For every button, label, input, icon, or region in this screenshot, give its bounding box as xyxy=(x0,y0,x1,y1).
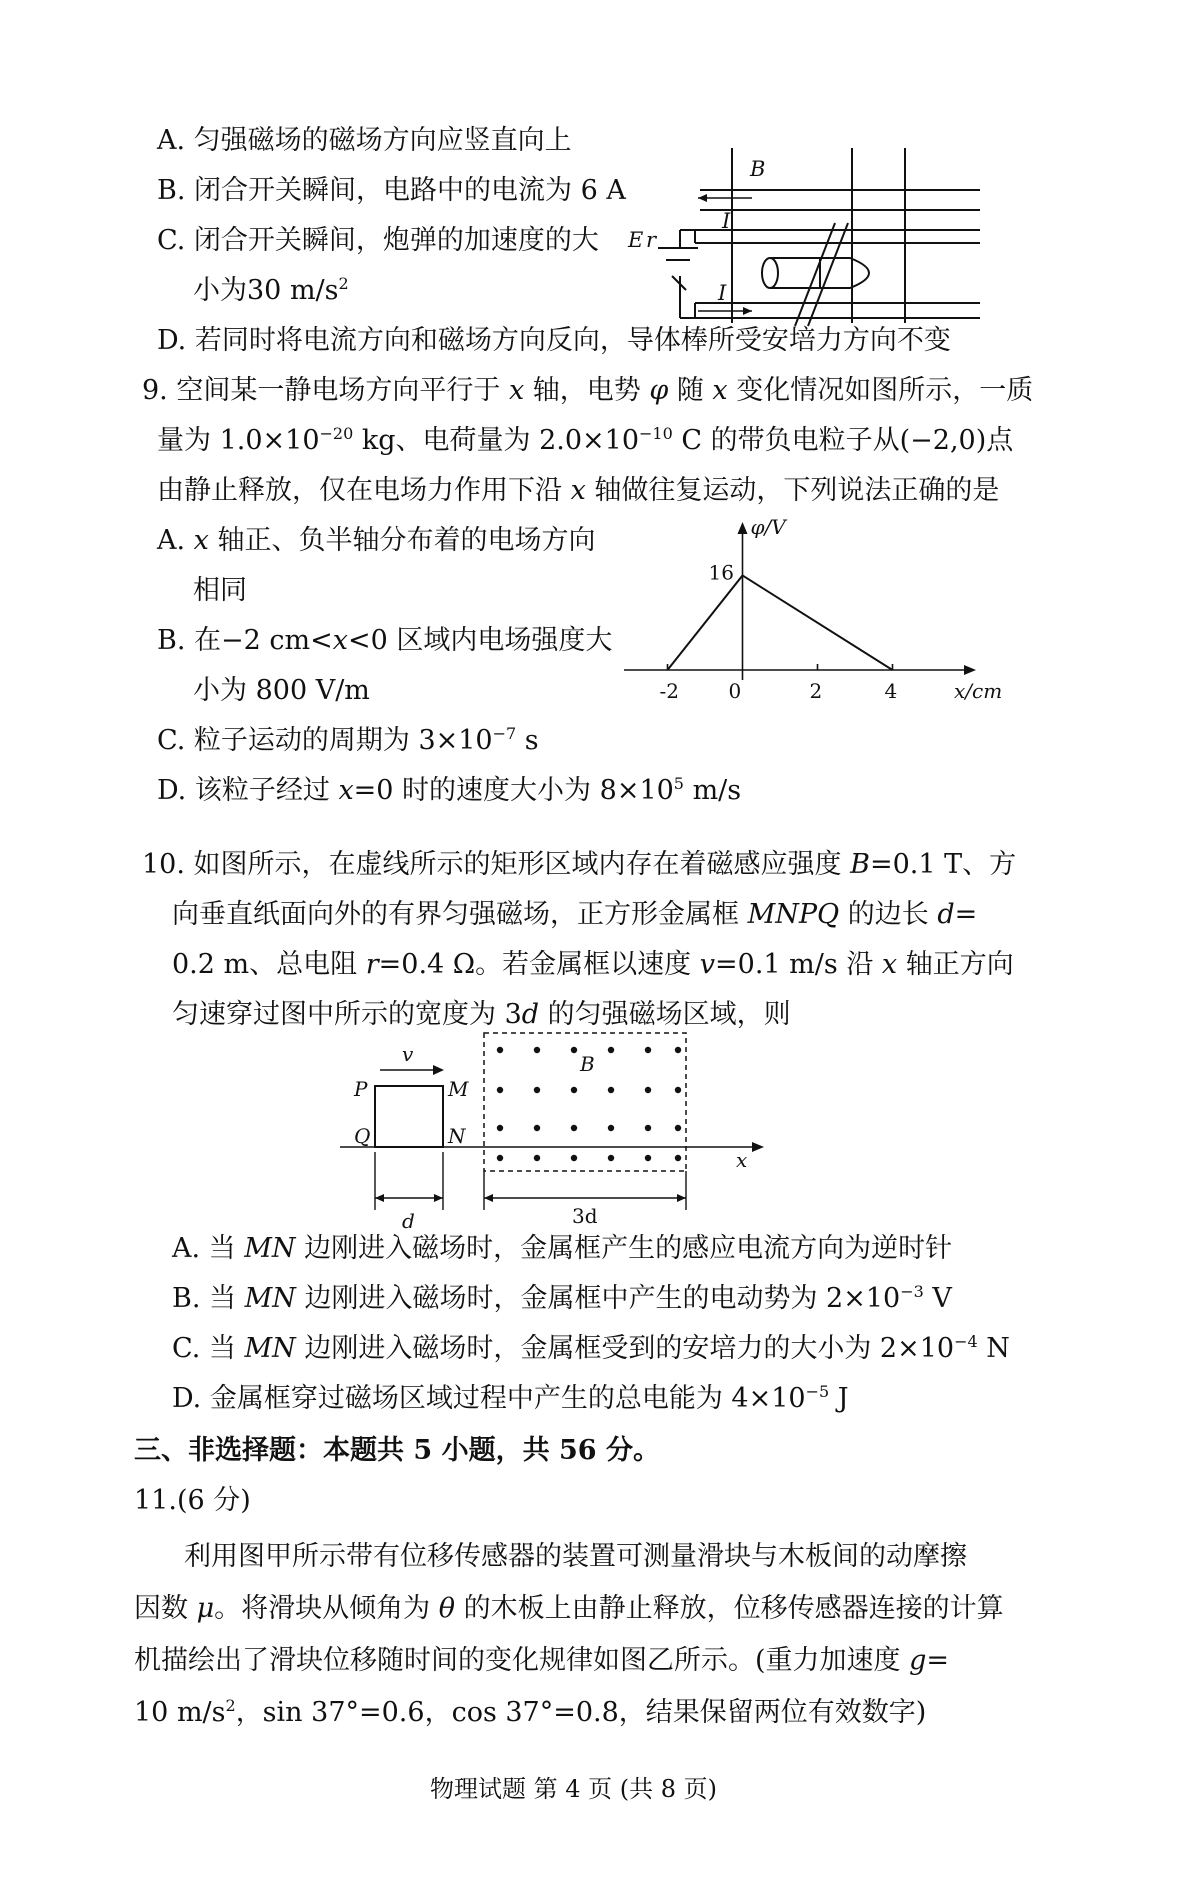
q10-stem-line1: 10. 如图所示，在虚线所示的矩形区域内存在着磁感应强度 B=0.1 T、方 xyxy=(142,849,1017,880)
x-tick-label: 4 xyxy=(884,679,898,703)
fig10-label-Q: Q xyxy=(354,1124,371,1148)
q11-paragraph-line3: 机描绘出了滑块位移随时间的变化规律如图乙所示。(重力加速度 g= xyxy=(134,1645,950,1676)
field-dot xyxy=(608,1087,614,1093)
q8-option-d: D. 若同时将电流方向和磁场方向反向，导体棒所受安培力方向不变 xyxy=(157,325,951,356)
field-dot xyxy=(534,1047,540,1053)
field-dot xyxy=(571,1087,577,1093)
q10-stem-line4: 匀速穿过图中所示的宽度为 3d 的匀强磁场区域，则 xyxy=(172,999,791,1030)
field-dot xyxy=(534,1087,540,1093)
q8-option-c-line2: 小为30 $m/s^2$ xyxy=(193,274,349,306)
field-dot xyxy=(675,1047,681,1053)
fig8-label-r: r xyxy=(646,228,657,252)
fig10-label-x: x xyxy=(736,1148,748,1172)
q10-option-c: C. 当 MN 边刚进入磁场时，金属框受到的安培力的大小为 $2\times 10^{-4}$ N xyxy=(172,1332,1010,1364)
q10-option-a: A. 当 MN 边刚进入磁场时，金属框产生的感应电流方向为逆时针 xyxy=(172,1233,953,1264)
q9-stem-line1: 9. 空间某一静电场方向平行于 x 轴，电势 φ 随 x 变化情况如图所示，一质 xyxy=(142,375,1034,406)
page-footer: 物理试题 第 4 页 (共 8 页) xyxy=(430,1775,718,1803)
q8-option-c-line1: C. 闭合开关瞬间，炮弹的加速度的大 xyxy=(157,225,599,256)
q10-stem-line2: 向垂直纸面向外的有界匀强磁场，正方形金属框 MNPQ 的边长 d= xyxy=(172,899,978,930)
q11-paragraph-line1: 利用图甲所示带有位移传感器的装置可测量滑块与木板间的动摩擦 xyxy=(184,1541,967,1572)
q9-option-c: C. 粒子运动的周期为 $3\times 10^{-7}$ s xyxy=(157,724,539,756)
q8-option-b: B. 闭合开关瞬间，电路中的电流为 6 A xyxy=(157,175,626,206)
field-dot xyxy=(608,1155,614,1161)
q10-stem-line3: 0.2 m、总电阻 r=0.4 Ω。若金属框以速度 v=0.1 m/s 沿 x 轴正方向 xyxy=(172,949,1014,980)
field-dot xyxy=(645,1087,651,1093)
q9-option-a-line1: A. x 轴正、负半轴分布着的电场方向 xyxy=(157,525,596,556)
field-dot xyxy=(497,1155,503,1161)
y-axis-arrow xyxy=(738,522,748,534)
field-dot xyxy=(534,1125,540,1131)
q11-paragraph-line2: 因数 μ。将滑块从倾角为 θ 的木板上由静止释放，位移传感器连接的计算 xyxy=(134,1593,1004,1624)
fig10-label-d: d xyxy=(402,1209,415,1233)
fig10-label-v: v xyxy=(402,1042,414,1066)
field-dot xyxy=(534,1155,540,1161)
q9-stem-line2: 量为 $1.0\times 10^{-20}$ kg、电荷量为 $2.0\times 10^{-10}$ C 的带负电粒子从(−2,0)点 xyxy=(157,424,1014,456)
field-dot xyxy=(571,1125,577,1131)
potential-chart xyxy=(630,515,1003,720)
fig10-label-N: N xyxy=(448,1124,466,1148)
fig10-label-M: M xyxy=(448,1077,469,1101)
x-tick-label: 0 xyxy=(728,679,742,703)
railgun-figure xyxy=(620,148,980,333)
field-dot xyxy=(675,1155,681,1161)
q9-option-b-line1: B. 在−2 cm<x<0 区域内电场强度大 xyxy=(157,625,613,656)
fig8-label-B: B xyxy=(750,157,766,181)
field-dot xyxy=(675,1087,681,1093)
fig8-label-I-bottom: I xyxy=(718,281,727,305)
y-tick-label: 16 xyxy=(708,560,734,585)
q11-paragraph-line4: 10 $m/s^2$，sin 37°=0.6，cos 37°=0.8，结果保留两位有效数字) xyxy=(134,1696,927,1728)
field-dot xyxy=(571,1155,577,1161)
q10-option-d: D. 金属框穿过磁场区域过程中产生的总电能为 $4\times 10^{-5}$ J xyxy=(172,1382,849,1414)
y-axis-label: φ/V xyxy=(750,515,786,539)
potential-series-line xyxy=(668,575,893,670)
q9-option-d: D. 该粒子经过 x=0 时的速度大小为 $8\times 10^5$ m/s xyxy=(157,774,742,806)
field-dot xyxy=(571,1047,577,1053)
fig10-label-P: P xyxy=(354,1077,368,1101)
x-tick-label: -2 xyxy=(659,679,679,703)
x-tick-label: 2 xyxy=(809,679,823,703)
fig10-label-B: B xyxy=(580,1052,595,1076)
x-axis-arrow xyxy=(964,665,976,675)
field-dot xyxy=(645,1125,651,1131)
field-dot xyxy=(608,1125,614,1131)
loop-field-figure xyxy=(340,1030,770,1233)
fig10-label-3d: 3d xyxy=(572,1204,598,1228)
field-dot xyxy=(645,1155,651,1161)
q9-option-a-line2: 相同 xyxy=(193,575,247,606)
section-heading: 三、非选择题：本题共 5 小题，共 56 分。 xyxy=(134,1435,660,1466)
field-dot xyxy=(497,1047,503,1053)
q10-option-b: B. 当 MN 边刚进入磁场时，金属框中产生的电动势为 $2\times 10^{-3}$ V xyxy=(172,1282,952,1314)
x-axis-label: x/cm xyxy=(954,679,1003,703)
field-dot xyxy=(675,1125,681,1131)
field-dot xyxy=(497,1125,503,1131)
q9-stem-line3: 由静止释放，仅在电场力作用下沿 x 轴做往复运动，下列说法正确的是 xyxy=(157,475,1000,506)
field-dot xyxy=(497,1087,503,1093)
q11-header: 11.(6 分) xyxy=(134,1485,251,1516)
fig8-label-E: E xyxy=(628,228,644,252)
q9-option-b-line2: 小为 800 V/m xyxy=(193,675,370,706)
field-dot xyxy=(645,1047,651,1053)
field-dot xyxy=(608,1047,614,1053)
fig8-label-I-top: I xyxy=(722,209,731,233)
q8-option-a: A. 匀强磁场的磁场方向应竖直向上 xyxy=(157,125,572,156)
